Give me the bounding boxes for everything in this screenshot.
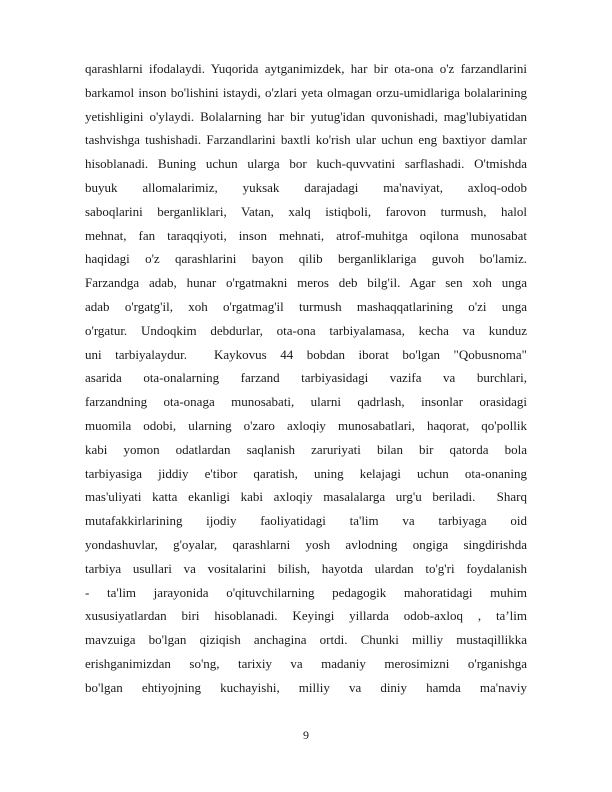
text-line: mutafakkirlarining ijodiy faoliyatidagi ta'lim va tarbiyaga oid xyxy=(85,513,527,529)
text-line: yondashuvlar, g'oyalar, qarashlarni yosh avlodning ongiga singdirishda xyxy=(85,536,527,552)
text-line: asarida ota-onalarning farzand tarbiyasidagi vazifa va burchlari, xyxy=(85,370,527,386)
text-line: hisoblanadi. Buning uchun ularga bor kuch-quvvatini sarflashadi. O'tmishda xyxy=(85,156,527,172)
text-line: saboqlarini berganliklari, Vatan, xalq istiqboli, farovon turmush, halol xyxy=(85,203,527,219)
text-line: Farzandga adab, hunar o'rgatmakni meros deb bilg'il. Agar sen xoh unga xyxy=(85,275,527,291)
text-line: muomila odobi, ularning o'zaro axloqiy munosabatlari, haqorat, qo'pollik xyxy=(85,417,527,433)
text-line: uni tarbiyalaydur. Kaykovus 44 bobdan iborat bo'lgan "Qobusnoma" xyxy=(85,346,527,362)
text-line: adab o'rgatg'il, xoh o'rgatmag'il turmush mashaqqatlarining o'zi unga xyxy=(85,298,527,314)
text-line: yetishligini o'ylaydi. Bolalarning har bir yutug'idan quvonishadi, mag'lubiyatidan xyxy=(85,108,527,124)
page-number-label: 9 xyxy=(303,728,309,742)
text-line: barkamol inson bo'lishini istaydi, o'zlari yeta olmagan orzu-umidlariga bolalarining xyxy=(85,84,527,100)
text-line: bo'lgan ehtiyojning kuchayishi, milliy va diniy hamda ma'naviy xyxy=(85,679,527,695)
body-text xyxy=(85,57,527,700)
text-line: kabi yomon odatlardan saqlanish zaruriyati bilan bir qatorda bola xyxy=(85,441,527,457)
text-line: qarashlarni ifodalaydi. Yuqorida aytganimizdek, har bir ota-ona o'z farzandlarini xyxy=(85,61,527,76)
text-line: mavzuiga bo'lgan qiziqish anchagina ortdi. Chunki milliy mustaqillikka xyxy=(85,632,527,648)
text-line: erishganimizdan so'ng, tarixiy va madaniy merosimizni o'rganishga xyxy=(85,655,527,671)
text-line: xususiyatlardan biri hisoblanadi. Keyingi yillarda odob-axloq , ta’lim xyxy=(85,608,527,624)
text-line: farzandning ota-onaga munosabati, ularni qadrlash, insonlar orasidagi xyxy=(85,394,527,410)
text-line: buyuk allomalarimiz, yuksak darajadagi ma'naviyat, axloq-odob xyxy=(85,179,527,195)
text-line: - ta'lim jarayonida o'qituvchilarning pedagogik mahoratidagi muhim xyxy=(85,584,527,600)
text-line: tarbiya usullari va vositalarini bilish, hayotda ulardan to'g'ri foydalanish xyxy=(85,560,527,576)
text-line: tarbiyasiga jiddiy e'tibor qaratish, uning kelajagi uchun ota-onaning xyxy=(85,465,527,481)
text-line: tashvishga tushishadi. Farzandlarini baxtli ko'rish ular uchun eng baxtiyor damlar xyxy=(85,132,527,148)
text-line: haqidagi o'z qarashlarini bayon qilib berganliklariga guvoh bo'lamiz. xyxy=(85,251,527,267)
text-line: o'rgatur. Undoqkim debdurlar, ota-ona tarbiyalamasa, kecha va kunduz xyxy=(85,322,527,338)
text-line: mas'uliyati katta ekanligi kabi axloqiy masalalarga urg'u beriladi. Sharq xyxy=(85,489,527,505)
text-line: mehnat, fan taraqqiyoti, inson mehnati, atrof-muhitga oqilona munosabat xyxy=(85,227,527,243)
